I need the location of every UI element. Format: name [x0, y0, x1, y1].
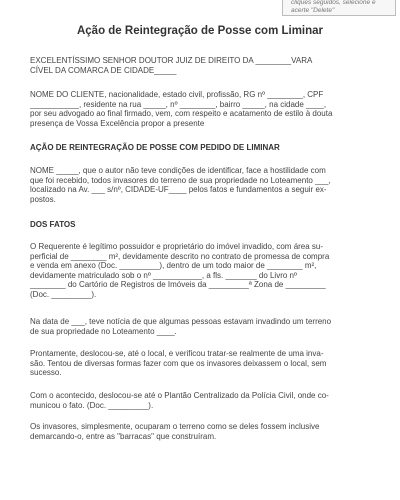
paragraph-line: (Doc. _________). [30, 289, 97, 299]
paragraph-line: ___________, residente na rua _____, nº ________, bairro _____, na cidade ____, [30, 99, 327, 109]
paragraph-line: são. Tentou de diversas formas fazer com que os invasores deixassem o local, sem [30, 358, 327, 368]
instruction-tooltip [282, 0, 396, 16]
paragraph-line: de sua propriedade no Loteamento ____. [30, 326, 177, 336]
facts-paragraph [30, 349, 370, 378]
paragraph-line: O Requerente é legítimo possuidor e proprietário do imóvel invadido, com área su- [30, 242, 324, 251]
paragraph-line: demarcando-o, entre as "barracas" que construíram. [30, 431, 217, 441]
facts-paragraph [30, 317, 370, 336]
paragraph-line: ________ do Cartório de Registros de Imóveis da _________ª Zona de _________ [30, 280, 326, 290]
paragraph-line: postos. [30, 194, 56, 204]
paragraph-line: NOME _____, que o autor não teve condições de identificar, face a hostilidade com [30, 166, 326, 175]
tooltip-line: acerte "Delete" [291, 6, 335, 14]
facts-paragraph [30, 422, 370, 441]
facts-paragraph [30, 391, 370, 410]
tooltip-line: cliques seguidos, selecione e [291, 0, 376, 6]
address-line: CÍVEL DA COMARCA DE CIDADE_____ [30, 65, 177, 75]
paragraph-line: localizado na Av. ___ s/nº, CIDADE-UF____ pelos fatos e fundamentos a seguir ex- [30, 185, 327, 195]
paragraph-line: e venda em anexo (Doc. _________), dentro de um todo maior de ________ m², [30, 261, 317, 271]
paragraph-line: NOME DO CLIENTE, nacionalidade, estado civil, profissão, RG nº ________, CPF [30, 90, 324, 99]
paragraph-line: Os invasores, simplesmente, ocuparam o terreno como se deles fossem inclusive [30, 422, 320, 431]
paragraph-line: perficial de ________ m², devidamente descrito no contrato de promessa de compra [30, 251, 330, 261]
defendant-paragraph [30, 166, 370, 204]
paragraph-line: devidamente matriculado sob o nº ___________, a fls. _______ do Livro nº [30, 270, 297, 280]
paragraph-line: presença de Vossa Excelência propor a presente [30, 118, 205, 128]
paragraph-line: municou o fato. (Doc. _________). [30, 400, 154, 410]
client-paragraph [30, 90, 370, 128]
action-heading: AÇÃO DE REINTEGRAÇÃO DE POSSE COM PEDIDO DE LIMINAR [30, 143, 280, 152]
paragraph-line: sucesso. [30, 368, 62, 378]
paragraph-line: que foi recebido, todos invasores do terreno de sua propriedade no Loteamento ___, [30, 175, 331, 185]
paragraph-line: Com o acontecido, deslocou-se até o Plantão Centralizado da Polícia Civil, onde co- [30, 391, 329, 400]
facts-paragraph [30, 242, 370, 300]
document-title: Ação de Reintegração de Posse com Liminar [76, 25, 324, 37]
paragraph-line: Prontamente, deslocou-se, até o local, e verificou tratar-se realmente de uma inva- [30, 349, 324, 358]
facts-heading: DOS FATOS [30, 220, 76, 229]
address-line: EXCELENTÍSSIMO SENHOR DOUTOR JUIZ DE DIREITO DA ________VARA [30, 56, 313, 65]
paragraph-line: por seu advogado ao final firmado, vem, com respeito e acatamento de estilo à douta [30, 109, 333, 119]
court-address [30, 56, 370, 75]
paragraph-line: Na data de ___, teve notícia de que algumas pessoas estavam invadindo um terreno [30, 317, 332, 326]
